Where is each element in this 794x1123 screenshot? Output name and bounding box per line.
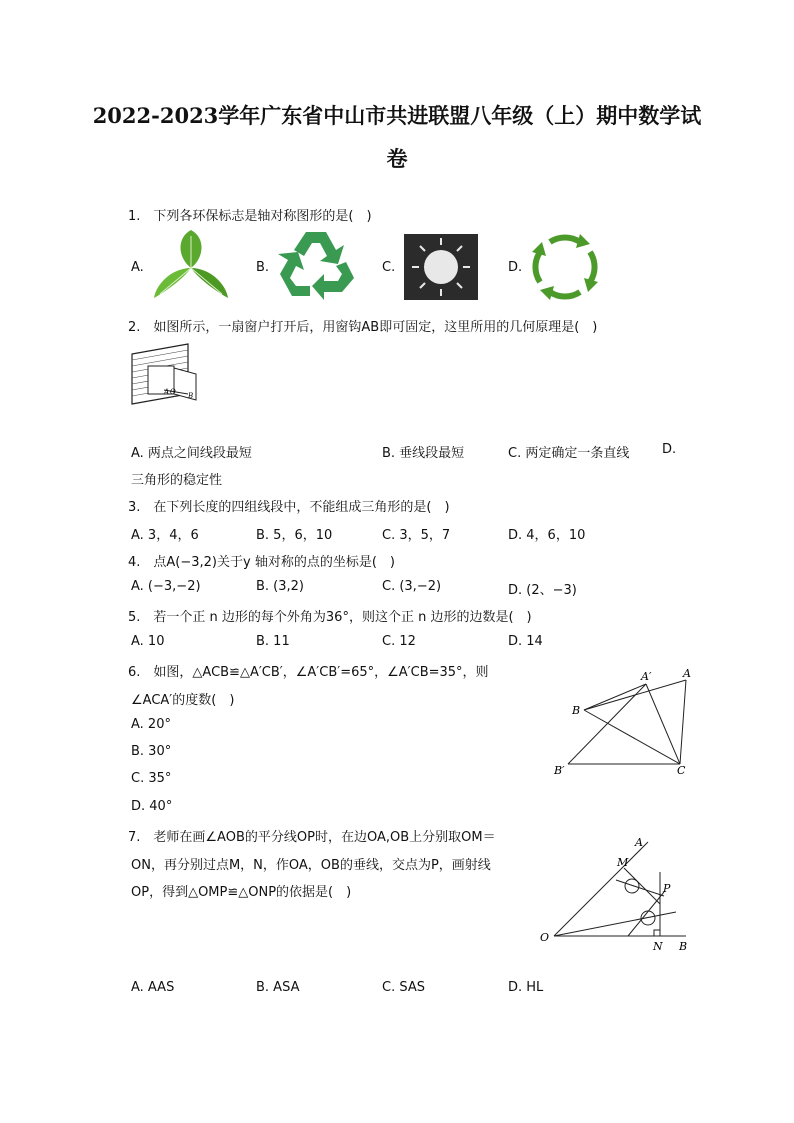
question-6-stem-cont: ∠ACA′的度数( ) <box>131 693 235 708</box>
q7-option-a: A. AAS <box>131 980 175 995</box>
q7-option-d: D. HL <box>508 980 544 995</box>
q1-option-b-label: B. <box>256 260 270 275</box>
q4-option-c: C. (3,−2) <box>382 579 442 594</box>
question-5-stem: 5. 若一个正 n 边形的每个外角为36°，则这个正 n 边形的边数是( ) <box>128 610 532 625</box>
question-4-stem: 4. 点A(−3,2)关于y 轴对称的点的坐标是( ) <box>128 555 395 570</box>
q5-option-d: D. 14 <box>508 634 543 649</box>
q3-option-d: D. 4，6，10 <box>508 528 586 543</box>
page-title: 2022-2023学年广东省中山市共进联盟八年级（上）期中数学试 <box>92 103 702 128</box>
fig2-label-a: A <box>164 388 170 396</box>
fig7-label-m: M <box>617 856 629 869</box>
question-6-stem: 6. 如图，△ACB≌△A′CB′，∠A′CB′=65°，∠A′CB=35°，则 <box>128 665 489 680</box>
leaf-trefoil-icon <box>150 228 232 302</box>
fig2-label-o: O <box>170 388 176 396</box>
angle-bisector-figure-q7 <box>536 832 696 956</box>
question-1-stem: 1. 下列各环保标志是轴对称图形的是( ) <box>128 209 372 224</box>
triangle-figure-q6 <box>550 664 700 778</box>
fig6-label-b: B <box>572 704 581 717</box>
fig6-label-b-prime: B′ <box>554 764 565 777</box>
page-title-cont: 卷 <box>386 146 408 171</box>
q2-option-d: D. <box>662 442 677 457</box>
q2-option-b: B. 垂线段最短 <box>382 446 465 461</box>
q4-option-d: D. (2、−3) <box>508 583 577 598</box>
q3-option-a: A. 3，4，6 <box>131 528 199 543</box>
fig6-label-c: C <box>677 764 686 777</box>
fig7-label-n: N <box>653 940 663 953</box>
window-figure <box>130 342 198 406</box>
q6-option-b: B. 30° <box>131 744 172 759</box>
q1-option-a-label: A. <box>131 260 144 275</box>
cycle-arrows-icon <box>530 232 600 302</box>
q3-option-b: B. 5，6，10 <box>256 528 333 543</box>
recycle-icon <box>276 228 356 300</box>
q7-option-c: C. SAS <box>382 980 425 995</box>
q5-option-a: A. 10 <box>131 634 165 649</box>
fig6-label-a: A <box>683 667 691 680</box>
fig2-label-b: B <box>188 392 194 400</box>
fig7-label-p: P <box>663 882 671 895</box>
q3-option-c: C. 3，5，7 <box>382 528 451 543</box>
q4-option-b: B. (3,2) <box>256 579 305 594</box>
q2-option-d-cont: 三角形的稳定性 <box>131 473 223 488</box>
fig6-label-a-prime: A′ <box>641 670 652 683</box>
q7-option-b: B. ASA <box>256 980 300 995</box>
q2-option-a: A. 两点之间线段最短 <box>131 446 252 461</box>
question-2-stem: 2. 如图所示，一扇窗户打开后，用窗钩AB即可固定，这里所用的几何原理是( ) <box>128 320 598 335</box>
fig7-label-o: O <box>540 931 550 944</box>
question-7-stem: 7. 老师在画∠AOB的平分线OP时，在边OA,OB上分别取OM＝ <box>128 830 496 845</box>
sun-icon <box>404 234 478 300</box>
q1-option-c-label: C. <box>382 260 396 275</box>
fig7-label-b: B <box>679 940 688 953</box>
question-3-stem: 3. 在下列长度的四组线段中，不能组成三角形的是( ) <box>128 500 450 515</box>
q6-option-a: A. 20° <box>131 717 171 732</box>
q5-option-b: B. 11 <box>256 634 290 649</box>
q6-option-d: D. 40° <box>131 799 173 814</box>
q6-option-c: C. 35° <box>131 771 172 786</box>
fig7-label-a: A <box>635 836 643 849</box>
q4-option-a: A. (−3,−2) <box>131 579 201 594</box>
question-7-stem-cont2: OP，得到△OMP≌△ONP的依据是( ) <box>131 885 352 900</box>
q5-option-c: C. 12 <box>382 634 416 649</box>
q1-option-d-label: D. <box>508 260 523 275</box>
question-7-stem-cont1: ON，再分别过点M，N，作OA，OB的垂线，交点为P，画射线 <box>131 858 491 873</box>
q2-option-c: C. 两定确定一条直线 <box>508 446 630 461</box>
